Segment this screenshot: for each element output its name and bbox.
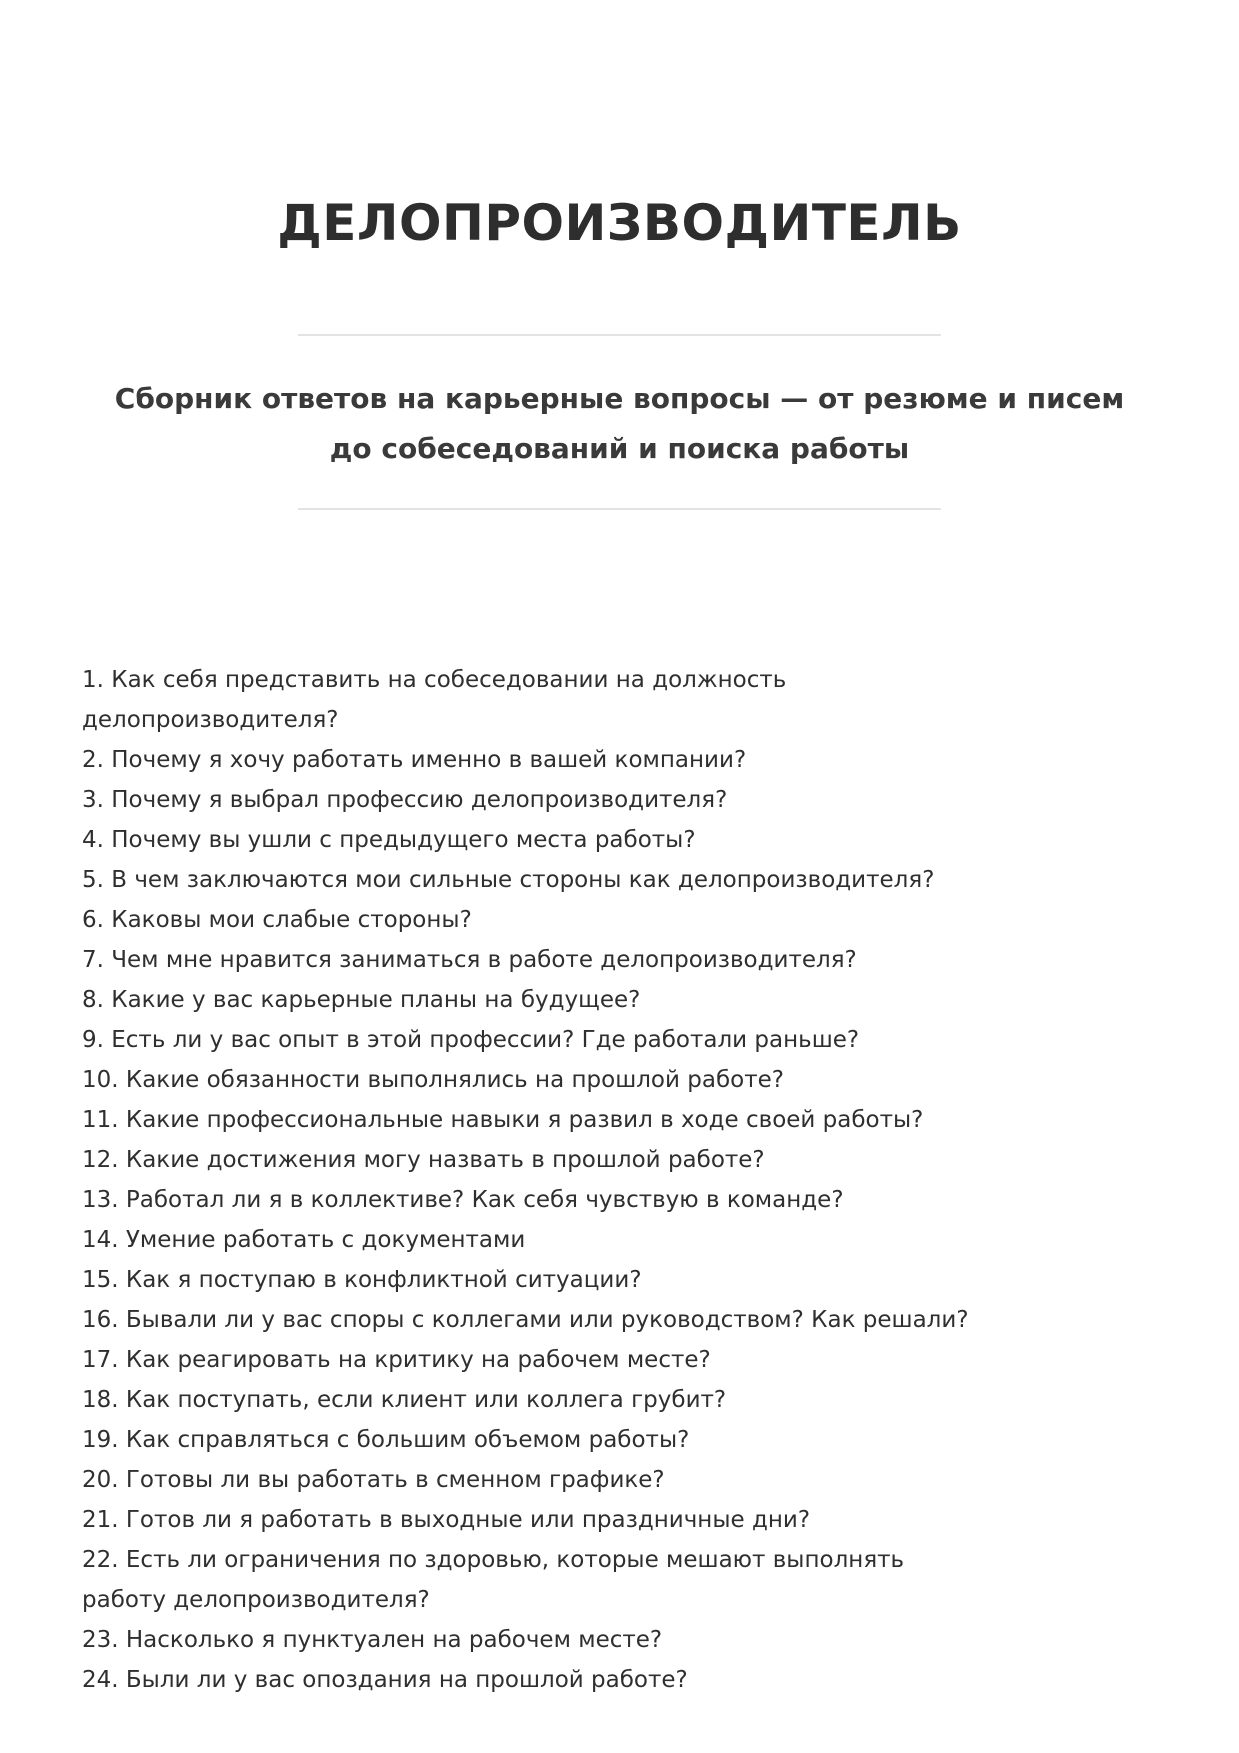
question-item: 24. Были ли у вас опоздания на прошлой работе?	[82, 1667, 688, 1693]
question-item: 21. Готов ли я работать в выходные или праздничные дни?	[82, 1507, 811, 1533]
divider-top	[298, 334, 941, 336]
question-item: 23. Насколько я пунктуален на рабочем месте?	[82, 1627, 663, 1653]
question-item: 6. Каковы мои слабые стороны?	[82, 907, 472, 933]
question-item: 11. Какие профессиональные навыки я развил в ходе своей работы?	[82, 1107, 924, 1133]
question-list	[82, 660, 982, 1700]
question-item: 2. Почему я хочу работать именно в вашей компании?	[82, 747, 747, 773]
question-item: 3. Почему я выбрал профессию делопроизводителя?	[82, 787, 728, 813]
question-item: 16. Бывали ли у вас споры с коллегами или руководством? Как решали?	[82, 1307, 969, 1333]
question-item: 10. Какие обязанности выполнялись на прошлой работе?	[82, 1067, 784, 1093]
divider-bottom	[298, 508, 941, 510]
question-item: 7. Чем мне нравится заниматься в работе делопроизводителя?	[82, 947, 857, 973]
question-item: 20. Готовы ли вы работать в сменном графике?	[82, 1467, 665, 1493]
question-item: 13. Работал ли я в коллективе? Как себя чувствую в команде?	[82, 1187, 844, 1213]
question-item: 9. Есть ли у вас опыт в этой профессии? Где работали раньше?	[82, 1027, 860, 1053]
question-item: 12. Какие достижения могу назвать в прошлой работе?	[82, 1147, 765, 1173]
question-item: 15. Как я поступаю в конфликтной ситуации?	[82, 1267, 642, 1293]
question-item: 1. Как себя представить на собеседовании на должность делопроизводителя?	[82, 667, 787, 733]
question-item: 22. Есть ли ограничения по здоровью, которые мешают выполнять работу делопроизводителя?	[82, 1547, 905, 1613]
page-title: ДЕЛОПРОИЗВОДИТЕЛЬ	[277, 194, 962, 252]
question-item: 14. Умение работать с документами	[82, 1227, 526, 1253]
question-item: 4. Почему вы ушли с предыдущего места работы?	[82, 827, 696, 853]
question-item: 19. Как справляться с большим объемом работы?	[82, 1427, 690, 1453]
page-subtitle: Сборник ответов на карьерные вопросы — от резюме и писем до собеседований и поиска работы	[114, 382, 1125, 465]
question-item: 8. Какие у вас карьерные планы на будущее?	[82, 987, 641, 1013]
question-item: 5. В чем заключаются мои сильные стороны как делопроизводителя?	[82, 867, 935, 893]
question-item: 17. Как реагировать на критику на рабочем месте?	[82, 1347, 711, 1373]
question-item: 18. Как поступать, если клиент или коллега грубит?	[82, 1387, 727, 1413]
